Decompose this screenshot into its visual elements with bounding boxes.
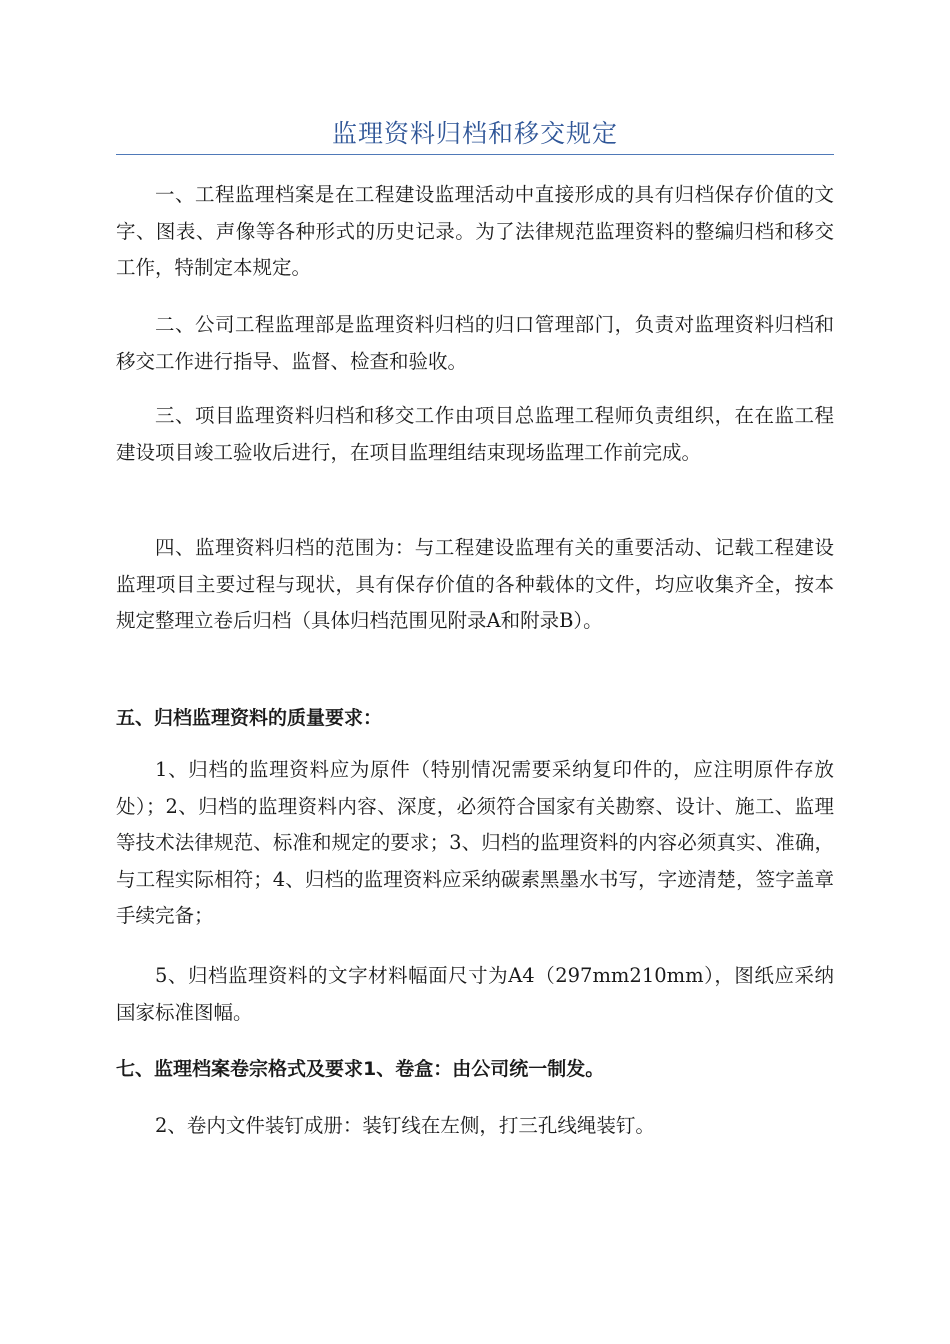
title-underline bbox=[116, 154, 834, 155]
document-title: 监理资料归档和移交规定 bbox=[331, 119, 618, 148]
paragraph-5: 1、归档的监理资料应为原件（特别情况需要采纳复印件的，应注明原件存放处）；2、归档的监理资料内容、深度，必须符合国家有关勘察、设计、施工、监理等技术法律规范、标准和规定的要求；3、归档的监理资料的内容必须真实、准确，与工程实际相符；4、归档的监理资料应采纳碳素黑墨水书写，字迹清楚，签字盖章手续完备； bbox=[116, 758, 834, 927]
paragraph-4: 四、监理资料归档的范围为：与工程建设监理有关的重要活动、记载工程建设监理项目主要过程与现状，具有保存价值的各种载体的文件，均应收集齐全，按本规定整理立卷后归档（具体归档范围见附录A和附录B）。 bbox=[116, 536, 834, 632]
section-heading-5: 五、归档监理资料的质量要求： bbox=[116, 707, 383, 729]
paragraph-6: 5、归档监理资料的文字材料幅面尺寸为A4（297mm210mm），图纸应采纳国家标准图幅。 bbox=[116, 964, 834, 1024]
section-heading-7: 七、监理档案卷宗格式及要求1、卷盒：由公司统一制发。 bbox=[116, 1058, 605, 1080]
paragraph-7: 2、卷内文件装钉成册：装钉线在左侧，打三孔线绳装钉。 bbox=[155, 1114, 655, 1137]
paragraph-3: 三、项目监理资料归档和移交工作由项目总监理工程师负责组织，在在监工程建设项目竣工验收后进行，在项目监理组结束现场监理工作前完成。 bbox=[116, 404, 834, 464]
paragraph-2: 二、公司工程监理部是监理资料归档的归口管理部门，负责对监理资料归档和移交工作进行指导、监督、检查和验收。 bbox=[116, 313, 834, 373]
paragraph-1: 一、工程监理档案是在工程建设监理活动中直接形成的具有归档保存价值的文字、图表、声像等各种形式的历史记录。为了法律规范监理资料的整编归档和移交工作，特制定本规定。 bbox=[116, 183, 834, 279]
